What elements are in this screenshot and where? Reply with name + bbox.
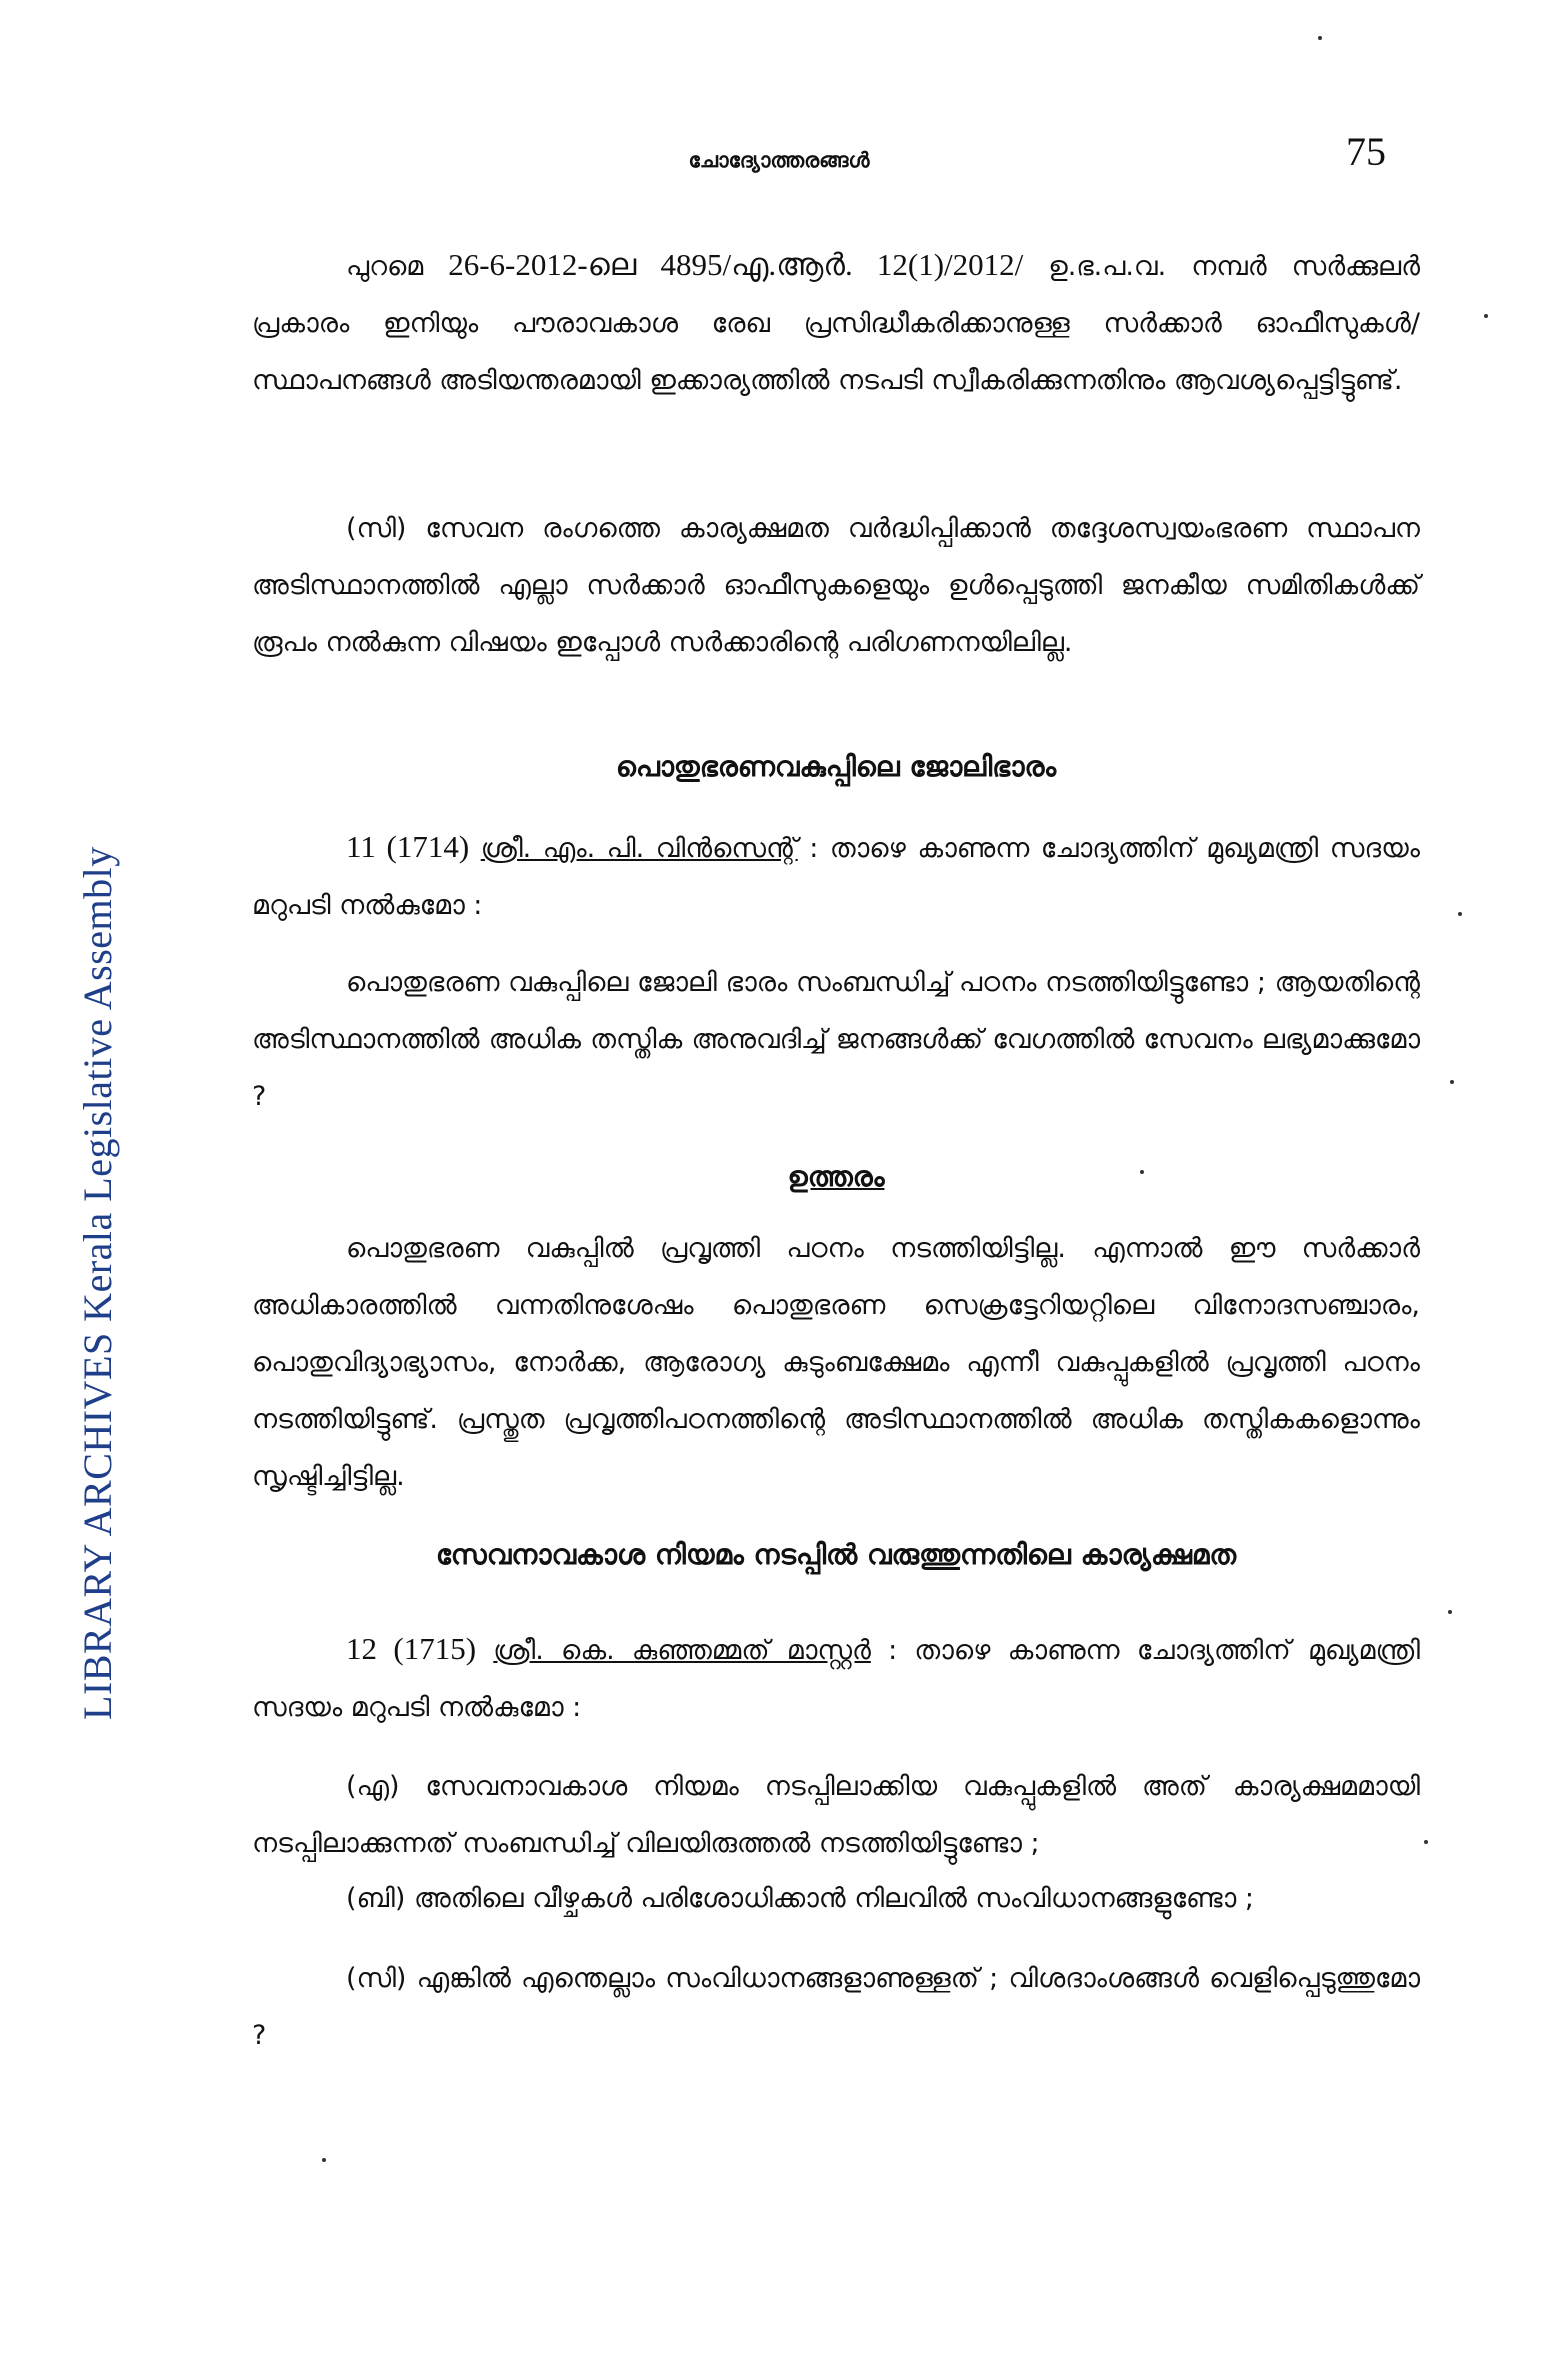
paragraph-circular — [252, 236, 1420, 409]
paragraph-rest: ഉ.ഭ.പ.വ. നമ്പർ സർക്കുലർ പ്രകാരം ഇനിയും പൗരാവകാശ രേഖ പ്രസിദ്ധീകരിക്കാനുള്ള സർക്കാർ ഓഫീസുകൾ/ സ്ഥാപനങ്ങൾ അടിയന്തരമായി ഇക്കാര്യത്തിൽ നടപടി സ്വീകരിക്കുന്നതിനും ആവശ്യപ്പെട്ടിട്ടുണ്ട്. — [252, 251, 1420, 396]
archive-watermark: LIBRARY ARCHIVES Kerala Legislative Assembly — [75, 846, 120, 1720]
scan-speck — [1318, 36, 1322, 40]
answer-heading: ഉത്തരം — [787, 1160, 885, 1193]
scan-speck — [1450, 1080, 1454, 1084]
page-number: 75 — [1346, 129, 1386, 174]
answer-11-body: പൊതുഭരണ വകുപ്പിൽ പ്രവൃത്തി പഠനം നടത്തിയിട്ടില്ല. എന്നാൽ ഈ സർക്കാർ അധികാരത്തിൽ വന്നതിനുശേഷം പൊതുഭരണ സെക്രട്ടേറിയറ്റിലെ വിനോദസഞ്ചാരം, പൊതുവിദ്യാഭ്യാസം, നോർക്ക, ആരോഗ്യ കുടുംബക്ഷേമം എന്നീ വകുപ്പുകളിൽ പ്രവൃത്തി പഠനം നടത്തിയിട്ടുണ്ട്. പ്രസ്തുത പ്രവൃത്തിപഠനത്തിന്റെ അടിസ്ഥാനത്തിൽ അധിക തസ്തികകളൊന്നും സൃഷ്ടിച്ചിട്ടില്ല. — [252, 1233, 1420, 1492]
scan-speck — [1458, 912, 1462, 916]
question-11-intro — [252, 818, 1420, 934]
scan-speck — [1448, 1610, 1452, 1614]
member-name-11: ശ്രീ. എം. പി. വിൻസെന്റ് — [480, 833, 798, 864]
member-name-12: ശ്രീ. കെ. കുഞ്ഞമ്മത് മാസ്റ്റർ — [493, 1635, 871, 1666]
question-number-11: 11 (1714) — [346, 829, 470, 864]
question-12-text: : താഴെ കാണുന്ന ചോദ്യത്തിന് മുഖ്യമന്ത്രി സദയം മറുപടി നൽകുമോ : — [252, 1635, 1420, 1723]
question-11-text: : താഴെ കാണുന്ന ചോദ്യത്തിന് മുഖ്യമന്ത്രി സദയം മറുപടി നൽകുമോ : — [252, 833, 1420, 921]
scan-speck — [1140, 1170, 1144, 1174]
section-heading-1: പൊതുഭരണവകുപ്പിലെ ജോലിഭാരം — [615, 750, 1057, 783]
question-number-12: 12 (1715) — [346, 1631, 477, 1666]
question-12-a: (എ) സേവനാവകാശ നിയമം നടപ്പിലാക്കിയ വകുപ്പുകളിൽ അത് കാര്യക്ഷമമായി നടപ്പിലാക്കുന്നത് സംബന്ധിച്ച് വിലയിരുത്തൽ നടത്തിയിട്ടുണ്ടോ ; — [252, 1771, 1420, 1859]
scan-speck — [1424, 1840, 1428, 1844]
section-heading-2: സേവനാവകാശ നിയമം നടപ്പിൽ വരുത്തുന്നതിലെ കാര്യക്ഷമത — [435, 1538, 1237, 1571]
circular-reference: 26-6-2012-ലെ 4895/എ.ആർ. 12(1)/2012/ — [448, 247, 1024, 282]
question-11-body: പൊതുഭരണ വകുപ്പിലെ ജോലി ഭാരം സംബന്ധിച്ച് പഠനം നടത്തിയിട്ടുണ്ടോ ; ആയതിന്റെ അടിസ്ഥാനത്തിൽ അധിക തസ്തിക അനുവദിച്ച് ജനങ്ങൾക്ക് വേഗത്തിൽ സേവനം ലഭ്യമാക്കുമോ ? — [252, 967, 1420, 1112]
scan-speck — [1484, 314, 1488, 318]
scan-speck — [322, 2158, 326, 2162]
question-12-intro — [252, 1620, 1420, 1736]
running-title: ചോദ്യോത്തരങ്ങൾ — [688, 148, 870, 172]
paragraph-answer-c: (സി) സേവന രംഗത്തെ കാര്യക്ഷമത വർദ്ധിപ്പിക്കാൻ തദ്ദേശസ്വയംഭരണ സ്ഥാപന അടിസ്ഥാനത്തിൽ എല്ലാ സർക്കാർ ഓഫീസുകളെയും ഉൾപ്പെടുത്തി ജനകീയ സമിതികൾക്ക് രൂപം നൽകുന്ന വിഷയം ഇപ്പോൾ സർക്കാരിന്റെ പരിഗണനയിലില്ല. — [252, 513, 1420, 658]
paragraph-lead: പുറമെ — [346, 251, 449, 282]
question-12-b: (ബി) അതിലെ വീഴ്ചകൾ പരിശോധിക്കാൻ നിലവിൽ സംവിധാനങ്ങളുണ്ടോ ; — [346, 1883, 1254, 1914]
question-12-c: (സി) എങ്കിൽ എന്തെല്ലാം സംവിധാനങ്ങളാണുള്ളത് ; വിശദാംശങ്ങൾ വെളിപ്പെടുത്തുമോ ? — [252, 1963, 1420, 2051]
